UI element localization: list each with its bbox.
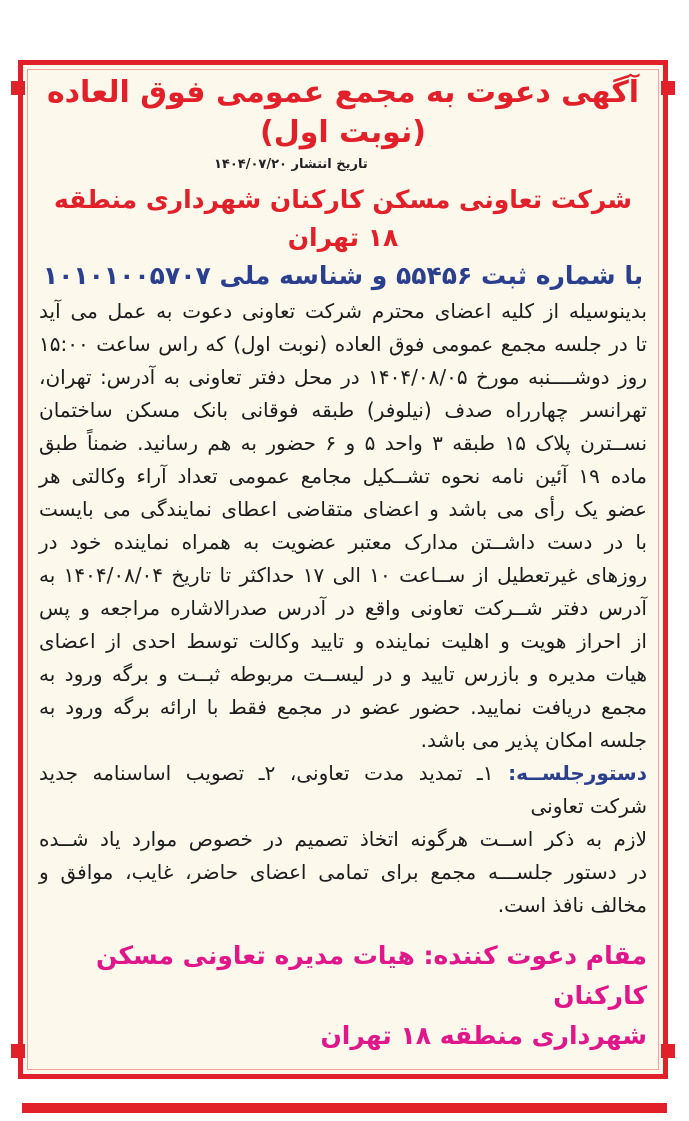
agenda-line xyxy=(39,757,647,790)
agenda-line-2: شرکت تعاونی xyxy=(530,794,647,818)
body-line: مجمع دریافت نمایید. حضور عضو در مجمع فقط با ارائه برگه ورود به xyxy=(39,695,647,719)
body-line: عضو یک رأی می باشد و اعضای متقاضی اعطای نمایندگی می بایست xyxy=(39,497,647,521)
note-line: مخالف نافذ است. xyxy=(497,893,647,917)
frame-corner-ornament xyxy=(661,81,675,95)
body-text xyxy=(39,295,647,757)
next-notice-border xyxy=(22,1103,667,1113)
body-line: با در دست داشــتن مدارک معتبر عضویت به همراه نماینده خود در xyxy=(39,530,647,554)
body-line: بدینوسیله از کلیه اعضای محترم شرکت تعاونی دعوت به عمل می آید xyxy=(39,299,647,323)
inviter-line-2: شهرداری منطقه ۱۸ تهران xyxy=(320,1021,647,1050)
note-line: لازم به ذکر اســت هرگونه اتخاذ تصمیم در خصوص موارد یاد شــده xyxy=(39,827,647,851)
body-line: آدرس دفتر شــرکت تعاونی واقع در آدرس صدرالاشاره مراجعه و پس xyxy=(39,596,647,620)
body-line: روز دوشــــنبه مورخ ۱۴۰۴/۰۸/۰۵ در محل دفتر تعاونی به آدرس: تهران، xyxy=(39,365,647,389)
body-line: هیات مدیره و بازرس تایید و در لیســت مربوطه ثبــت و برگه ورود به xyxy=(39,662,647,686)
frame-corner-ornament xyxy=(11,1044,25,1058)
notice-title: آگهی دعوت به مجمع عمومی فوق العاده xyxy=(46,75,640,110)
frame-corner-ornament xyxy=(11,81,25,95)
notice-content xyxy=(39,73,647,1056)
registration-info: با شماره ثبت ۵۵۴۵۶ و شناسه ملی ۱۰۱۰۱۰۰۵۷۰۷ xyxy=(42,261,644,290)
body-line: تهرانسر چهارراه صدف (نیلوفر) طبقه فوقانی بانک مسکن ساختمان xyxy=(39,398,647,422)
body-line: نســترن پلاک ۱۵ طبقه ۳ واحد ۵ و ۶ حضور به هم رسانید. ضمناً طبق xyxy=(39,431,648,455)
body-line: جلسه امکان پذیر می باشد. xyxy=(420,728,647,752)
body-line: ماده ۱۹ آئین نامه نحوه تشــکیل مجامع عمومی تعداد آراء وکالتی هر xyxy=(39,464,647,488)
agenda-label: دستورجلســه: xyxy=(508,761,647,785)
notice-subtitle: (نوبت اول) xyxy=(260,115,426,150)
frame-corner-ornament xyxy=(661,1044,675,1058)
publish-date: تاریخ انتشار ۱۴۰۴/۰۷/۲۰ xyxy=(214,157,368,172)
notice-frame xyxy=(18,60,668,1079)
note-line: در دستور جلســـه مجمع برای تمامی اعضای حاضر، غایب، موافق و xyxy=(39,860,647,884)
company-name: شرکت تعاونی مسکن کارکنان شهرداری منطقه ۱۸ تهران xyxy=(53,185,633,252)
inviter-line-1: مقام دعوت کننده: هیات مدیره تعاونی مسکن کارکنان xyxy=(96,941,647,1010)
body-line: تا در جلسه مجمع عمومی فوق العاده (نوبت اول) که راس ساعت ۱۵:۰۰ xyxy=(39,332,647,356)
body-line: از احراز هویت و اهلیت نماینده و تایید وکالت توسط احدی از اعضای xyxy=(39,629,647,653)
agenda-items: ۱ـ تمدید مدت تعاونی، ۲ـ تصویب اساسنامه جدید xyxy=(39,761,494,785)
body-line: روزهای غیرتعطیل از ســاعت ۱۰ الی ۱۷ حداکثر تا تاریخ ۱۴۰۴/۰۸/۰۴ به xyxy=(39,563,647,587)
